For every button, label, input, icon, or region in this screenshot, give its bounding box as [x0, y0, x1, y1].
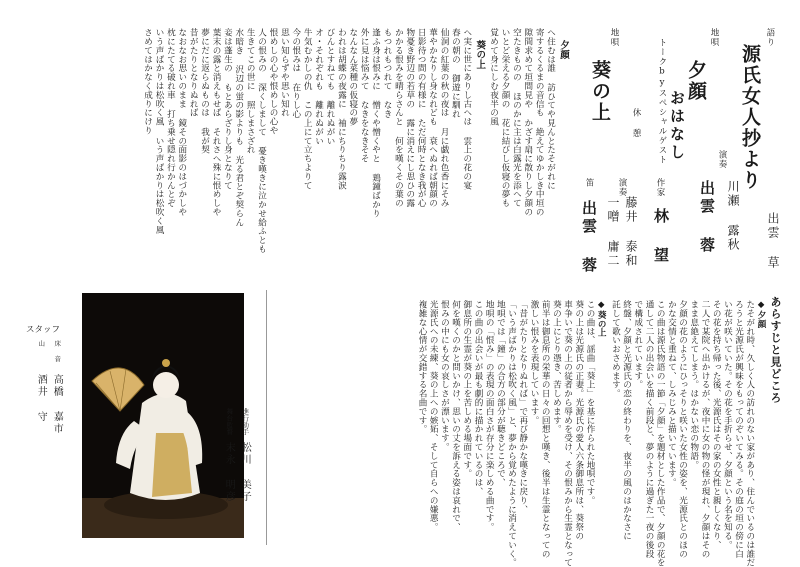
synopsis-yugao-line: ろうと光源氏が興味をもってのぞいてみる。その庭の垣の傍に白: [733, 300, 744, 559]
title-label: 語り: [765, 28, 775, 47]
aoi-lyric-line: 枕にたてる破れ車 打ち乗せ隠れ行かんとぞ: [165, 28, 176, 208]
staff-name: 松川 美子: [239, 442, 251, 503]
yugao-lyrics-heading: 夕顔: [558, 40, 569, 60]
synopsis-yugao-line: 通して二人の出会いを描く前段と、夢のように過ぎた一夜の後段: [644, 300, 654, 559]
aoi-lyric-line: 夢にだに返らぬものは 我が契: [199, 28, 210, 154]
synopsis-aoi-head: ◆葵の上: [596, 300, 607, 337]
aoi-lyric-line: 華やかなりし身なれども 衰へぬれば朝顔の: [427, 28, 438, 208]
yugao-performer: 出雲 蓉: [698, 180, 716, 255]
staff-name: 高橋 嘉市: [51, 374, 63, 435]
synopsis-aoi-line: 「昔がたりとなりぬれば」で再び静かな嘆きに戻り、: [517, 300, 528, 514]
synopsis-aoi-line: 「いう声ばかりは松吹く風」と、夢から覚めたように消えていく。: [506, 300, 517, 567]
talk-performer: 林 望: [652, 208, 670, 265]
staff-role: 進行助手: [241, 408, 250, 436]
talk-title: おはなし: [668, 90, 686, 162]
yugao-lyric-line: いとど栄える夕顔の 花に結びし仮寝の夢も: [500, 28, 510, 208]
aoi-lyric-line: 日影待つ間の有様に ただ何時となき我が心: [416, 28, 427, 208]
yugao-lyric-line: 空たきものの ほのかに主は白露光を添へて: [511, 28, 522, 208]
break-label: 休 憩: [631, 108, 641, 138]
aoi-lyric-line: 生きてこの世に 照しまさざれ: [245, 28, 256, 154]
yugao-lyric-line: 寄するくるまの音信も 絶えてゆかしき中垣の: [534, 28, 545, 217]
aoi-lyric-line: さめてはかなく成りにけり: [142, 28, 153, 135]
synopsis-aoi-line: 御息所の生霊が葵の上を苦しめる場面です。: [461, 300, 472, 478]
synopsis-yugao-line: その花を持ち帰った後、光源氏はその家の女性と親しくなり、: [711, 300, 722, 550]
aoi-lyric-line: 春の朝の 御遊に馴れ: [450, 28, 461, 119]
aoi-lyric-line: 葉末の露と消えもせば それさへ殊に恨めしや: [211, 28, 221, 217]
aoi-lyric-line: もつれもつれて なき: [382, 28, 392, 119]
staff-name: 酒井 守: [35, 374, 47, 423]
aoi-lyric-line: われは胡蝶の夜露に 袖にちりちり露涙: [336, 28, 347, 190]
synopsis-heading: あらすじと見どころ: [769, 296, 782, 404]
synopsis-aoi-line: 地唄の「恨み」の表現の面白さが存分に楽しめる曲です。: [484, 300, 495, 532]
synopsis-aoi-line: 光源氏への未練、葵の上への嫉妬、そして自らへの嫌悪。: [428, 300, 439, 532]
talk-perf-label: 作家: [655, 178, 665, 197]
aoi-lyric-line: へ実に世にありし古へは 雲上の花の宴: [461, 28, 472, 190]
aoi-lyric-line: なんなん菜種の仮寝の夢: [347, 28, 358, 126]
yugao-perf-label: 演奏: [717, 150, 727, 169]
staff-role: 舞台監督: [225, 408, 234, 436]
synopsis-yugao-line: で構成されています。: [632, 300, 643, 389]
synopsis-aoi-line: 葵の上にとり憑き、苦しめます。: [551, 300, 562, 434]
staff-role: 床 音: [53, 340, 62, 362]
aoi-lyric-line: 思い知らずや思い知れ: [279, 28, 290, 117]
aoi-lyrics-heading: 葵の上: [474, 40, 486, 70]
aoi-title: 葵の上: [589, 60, 611, 123]
synopsis-aoi-line: 激しい恨みを表現しています。: [529, 300, 539, 425]
yugao-title: 夕顔: [685, 60, 707, 102]
aoi-performer-2: 一噌 庸二: [606, 196, 620, 268]
yugao-performer-2: 川瀬 露秋: [726, 180, 740, 252]
synopsis-aoi-line: 前半は御息所の栄華の日々の回想と嘆き、後半は生霊となっての: [540, 300, 551, 559]
aoi-lyric-line: 水暗き 沢辺の蛍の影よりも 光る君とぞ契らん: [233, 28, 244, 227]
aoi-lyric-line: 物憂き野辺の若草の 露に消えにし思ひの露: [404, 28, 415, 208]
aoi-lyric-line: 妾は蓬生の もとあらざりし身となりて: [222, 28, 233, 190]
yugao-lyric-line: 覚めて身にしむ夜半の風: [488, 28, 499, 126]
program-title: 源氏女人抄より: [739, 44, 761, 191]
staff-title: スタッフ: [26, 325, 61, 335]
aoi-lyric-line: 牛気むかしの仇 この上にて立ちよりて: [302, 28, 313, 190]
synopsis-yugao-line: 託して歌いおさめます。: [610, 300, 621, 398]
aoi-lyric-line: オ・それぞれも 離れぬがい: [313, 28, 324, 146]
aoi-perf3-label: 笛: [584, 178, 594, 188]
synopsis-yugao-line: 夕顔の花のようにひっそりと咲いた女性の姿を、光源氏とのほの: [677, 300, 688, 559]
aoi-lyric-line: かかる恨みを晴らさんと 何を嘆くその葉の: [393, 28, 404, 208]
yugao-lyric-line: へ住むは誰 訪ひてや見んとたそがれに: [545, 28, 556, 190]
synopsis-aoi-line: 葵の上は光源氏の正妻。光源氏の愛人六条御息所は、葵祭の: [573, 300, 584, 541]
synopsis-aoi-line: 恨みの中にも女の哀しさが漂います。: [439, 300, 450, 452]
synopsis-aoi-line: 地唄では「鐘」の合方の部分が聴きどころで、: [495, 300, 506, 487]
yugao-label: 地唄: [709, 28, 719, 47]
staff-role: 山: [37, 340, 46, 347]
aoi-lyric-line: びんとすねても 離れぬがい: [325, 28, 335, 146]
aoi-lyric-line: 昔がたりとなりぬれば: [188, 28, 199, 117]
staff-name: 末永 明彦: [223, 442, 235, 503]
aoi-performer-3: 出雲 蓉: [580, 200, 598, 275]
yugao-lyric-line: 隙間求めて垣間見や かざす扇に散りし夕顔の: [522, 28, 533, 217]
synopsis-yugao-head: ◆夕顔: [756, 300, 766, 329]
talk-label: トークbyスペシャルゲスト: [657, 38, 667, 165]
synopsis-aoi-line: 複雑な心情が交錯する名曲です。: [417, 300, 427, 434]
synopsis-yugao-line: まま息絶えてしまう。はかない恋の物語。: [688, 300, 699, 470]
synopsis-yugao-line: 二人で某院へ出かけるが、夜中に女の物の怪が現れ、夕顔はその: [700, 300, 710, 559]
synopsis-yugao-line: たそがれ時、久しく人の訪れのない家があり、住んでいるのは誰だ: [744, 300, 755, 567]
aoi-perf-label: 演奏: [617, 178, 627, 197]
performance-photo: [82, 293, 244, 538]
synopsis-yugao-line: この曲は源氏物語の一節「夕顔」を題材とした作品で、夕顔の花を: [655, 300, 666, 567]
aoi-lyric-line: 恨めしの心や恨めしの心や: [268, 28, 278, 135]
aoi-lyric-line: 人の恨みの 深くしまして 憂き嘆きに泣かせ給ふとも: [256, 28, 267, 254]
title-performer: 出雲 草: [766, 212, 780, 270]
dancer-illustration: [82, 293, 244, 538]
synopsis-aoi-line: 車争いで葵の上の従者から辱めを受け、その恨みから生霊となって: [562, 300, 573, 567]
aoi-label: 地唄: [609, 28, 619, 47]
aoi-lyric-line: 外に見は悩みて なきをなきそそ: [359, 28, 370, 163]
synopsis-yugao-line: い花が咲いていた。その花を手折らせ、夕顔という名を知る。: [722, 300, 733, 550]
aoi-lyric-line: なおなお思いのまま 鏡その面影のはづかしや: [176, 28, 187, 217]
synopsis-yugao-line: 終盤、夕顔と光源氏の恋の終わりを、夜半の風のはかなさに: [621, 300, 632, 541]
synopsis-aoi-line: 何を嘆くのかと問いかけ、思いの丈を訴える姿は哀れで、: [450, 300, 461, 532]
aoi-lyric-line: 今の恨みは 在りし心: [290, 28, 301, 119]
aoi-performer-1: 藤井 泰和: [624, 196, 638, 268]
synopsis-aoi-line: この曲の出会いが最も劇的に描かれているのは、: [473, 300, 483, 496]
synopsis-aoi-line: この曲は、謡曲「葵上」を基に作られた地唄です。: [585, 300, 595, 505]
staff-divider: [266, 290, 267, 545]
aoi-lyric-line: 逢ふ身は恨みに 憎くや憎くやと 鶏鐘ばかり: [370, 28, 381, 218]
synopsis-yugao-line: かな交情と重ねて、しみじみと描いています。: [666, 300, 677, 487]
aoi-lyric-line: 仙洞の紅葉の秋の夜は 月に戯れ色香にそみ: [439, 28, 449, 208]
aoi-lyric-line: いう声ばかりは松吹く風 いう声ばかりは松吹く風: [154, 28, 164, 235]
